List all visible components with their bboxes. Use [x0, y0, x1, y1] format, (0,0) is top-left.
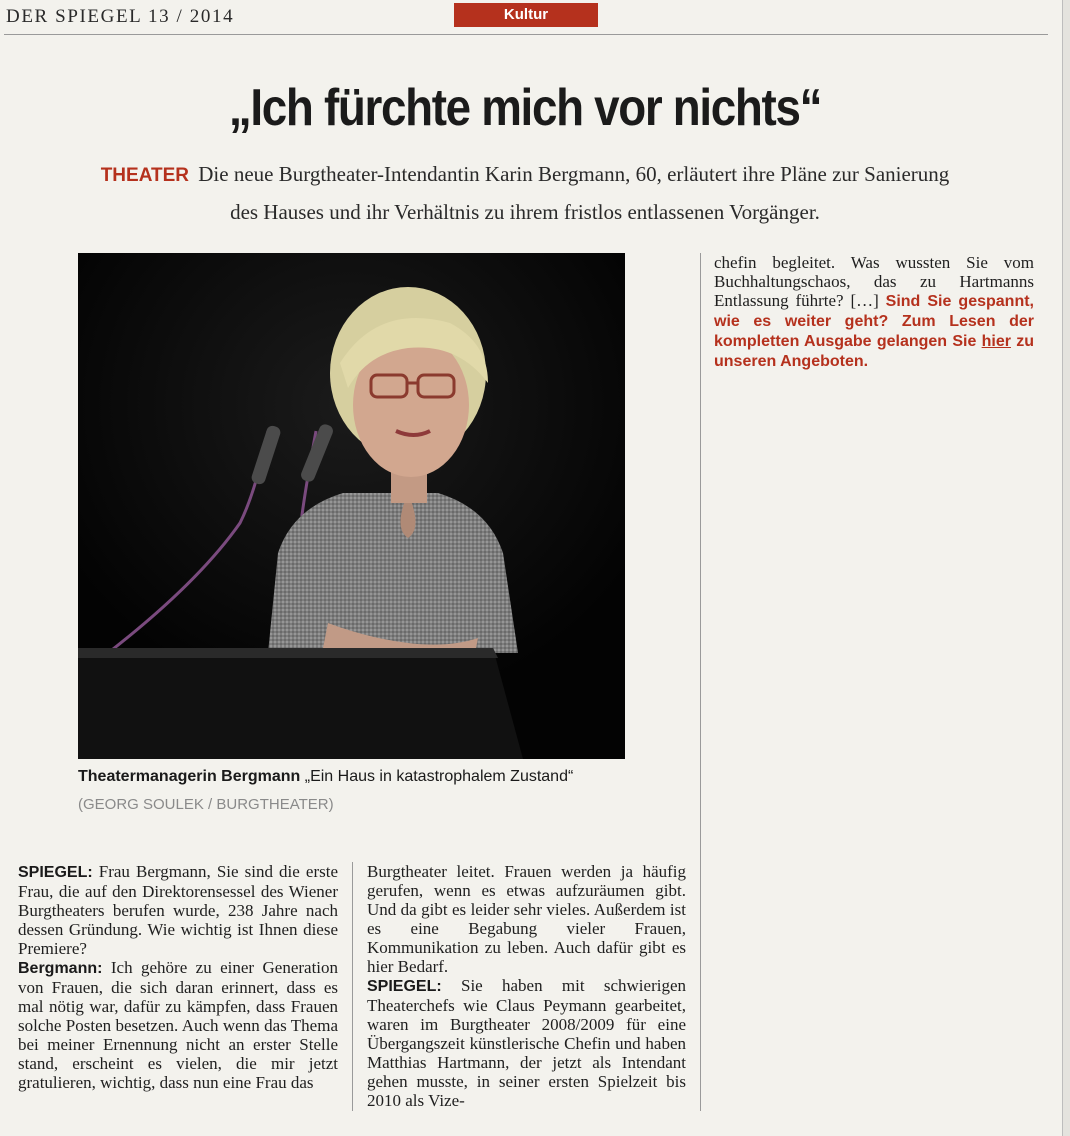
headline: „Ich fürchte mich vor nichts“: [228, 79, 822, 137]
column-divider-mid: [352, 862, 353, 1111]
speaker-label: SPIEGEL:: [18, 864, 93, 881]
column-divider-right: [700, 253, 701, 1111]
body-text: Sie haben mit schwierigen Theaterchefs wie Claus Peymann gearbeitet, waren im Burgtheater 2008/2009 für eine Übergangszeit künstlerische Chefin und haben Matthias Hartmann, der jetzt als Intendant gehen musste, in seiner ersten Spielzeit bis 2010 als Vize-: [367, 976, 686, 1110]
body-text: Frau Bergmann, Sie sind die erste Frau, die auf den Direktorensessel des Wiener Burgtheaters berufen wurde, 238 Jahre nach dessen Gründung. Wie wichtig ist Ihnen diese Premiere?: [18, 862, 338, 958]
caption-name: Theatermanagerin Bergmann: [78, 768, 301, 785]
page-edge: [1062, 0, 1070, 1136]
section-tag[interactable]: Kultur: [454, 3, 598, 27]
caption-quote: „Ein Haus in katastrophalem Zustand“: [304, 768, 574, 785]
body-text: Ich gehöre zu einer Generation von Frauen, die sich daran erinnert, dass es mal nötig war, dafür zu kämpfen, dass Frauen solche Posten besetzen. Auch wenn das Thema bei meiner Ernennung nicht an erster Stelle stand, erscheint es vielen, die mir jetzt gratulieren, wichtig, dass nun eine Frau das: [18, 958, 339, 1092]
speaker-label: Bergmann:: [18, 960, 103, 977]
kicker: THEATER: [100, 165, 189, 186]
deck: [100, 156, 950, 230]
article-photo: [78, 253, 625, 759]
cta-text-end: zu unseren Angeboten.: [714, 333, 1034, 370]
cta-link[interactable]: hier: [981, 333, 1011, 350]
portrait-image: [78, 253, 625, 759]
article-column-2: [367, 862, 686, 1110]
body-text: chefin begleitet. Was wussten Sie vom Buchhaltungschaos, das zu Hartmanns Entlassung führte? […]: [714, 253, 1034, 310]
body-text: Burgtheater leitet. Frauen werden ja häufig gerufen, wenn es etwas aufzuräumen gibt. Und da gibt es leider sehr vieles. Außerdem ist es eine Begabung vieler Frauen, Kommunikation zu leben. Auch dafür gibt es hier Bedarf.: [367, 862, 686, 976]
photo-credit: (GEORG SOULEK / BURGTHEATER): [78, 796, 334, 813]
speaker-label: SPIEGEL:: [367, 978, 442, 995]
masthead: DER SPIEGEL 13 / 2014: [6, 6, 235, 27]
deck-text: Die neue Burgtheater-Intendantin Karin Bergmann, 60, erläutert ihre Pläne zur Sanierung des Hauses und ihr Verhältnis zu ihrem fristlos entlassenen Vorgänger.: [198, 162, 950, 224]
photo-caption: [78, 768, 678, 786]
cta-text: Sind Sie gespannt, wie es weiter geht? Zum Lesen der kompletten Ausgabe gelangen Sie: [714, 293, 1034, 350]
article-column-3: [714, 253, 1034, 371]
header-divider: [4, 34, 1048, 35]
article-column-1: [18, 862, 338, 1092]
